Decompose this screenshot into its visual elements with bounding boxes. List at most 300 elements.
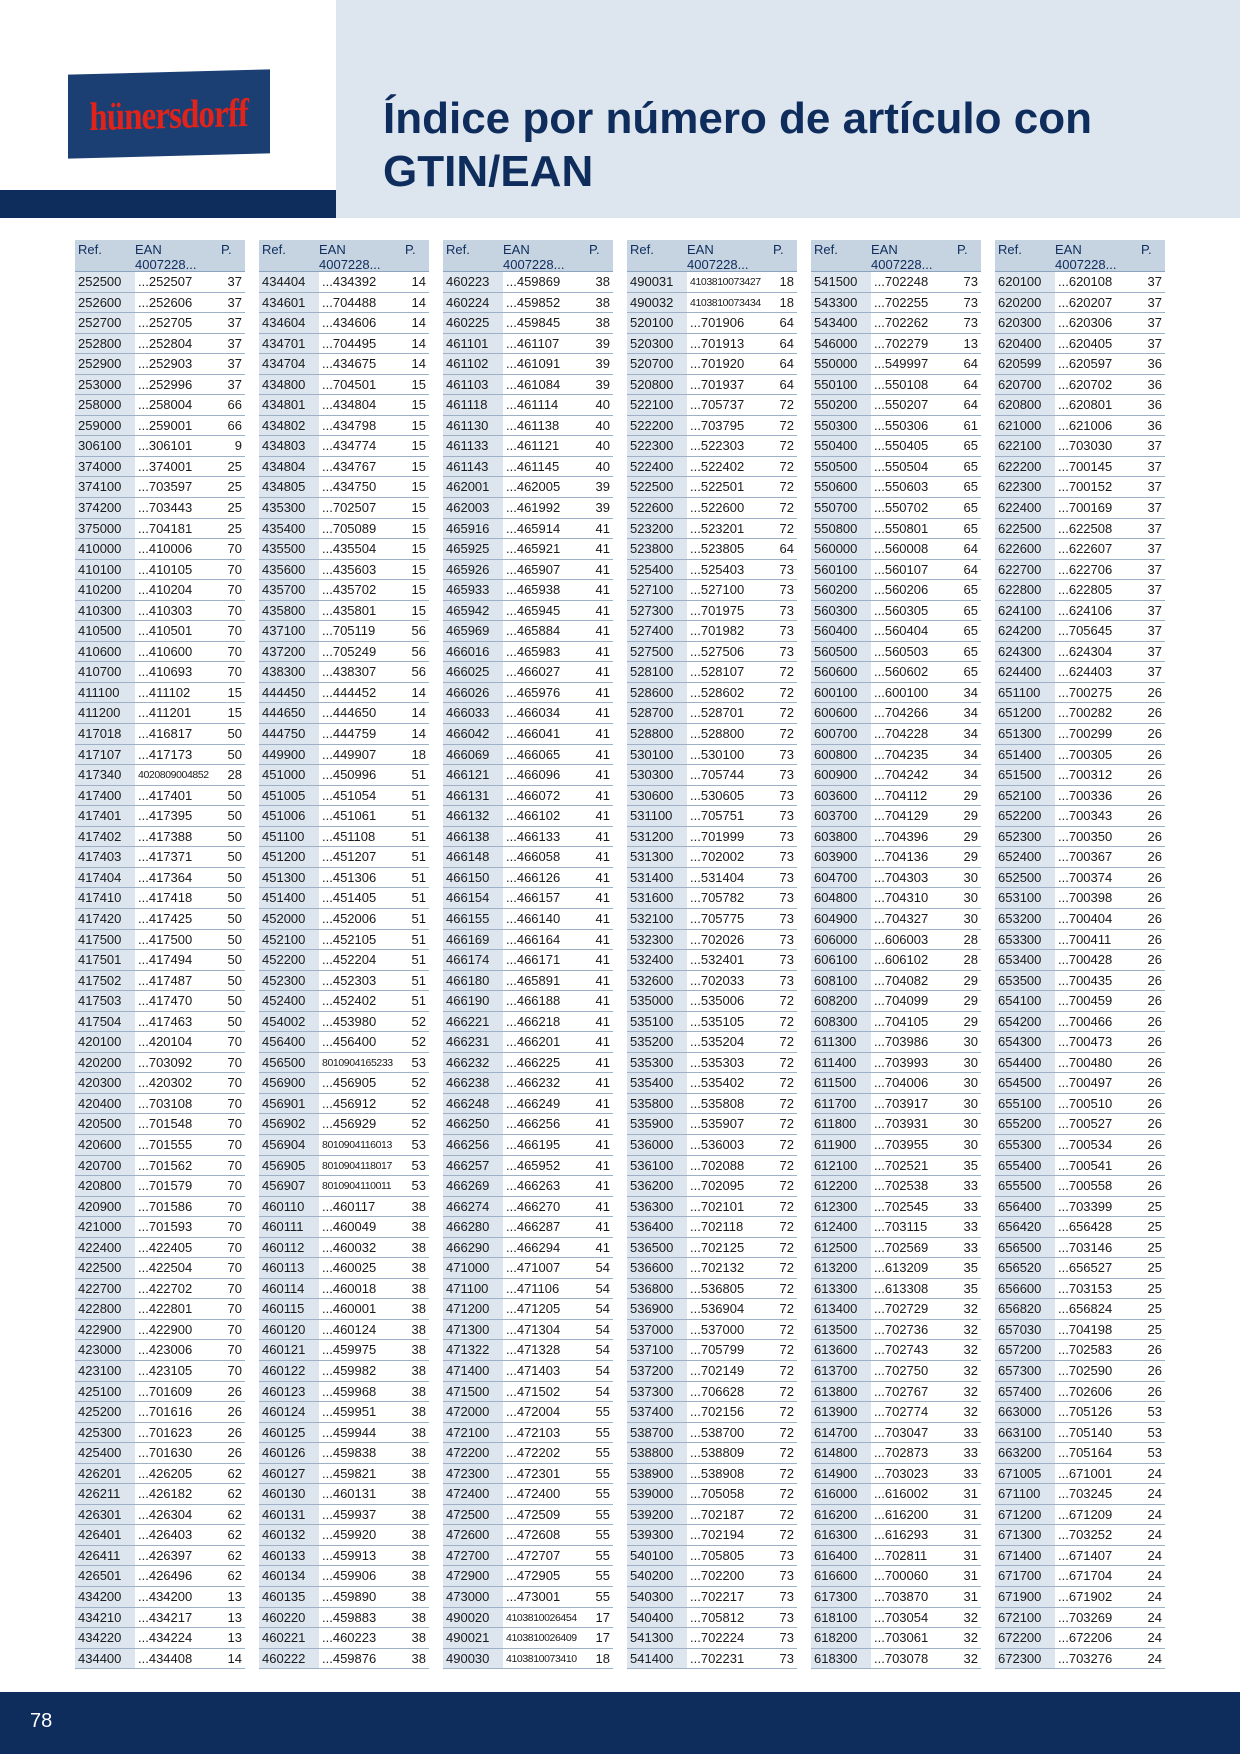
table-header <box>627 240 797 272</box>
page-cell: 72 <box>779 1383 794 1399</box>
ean-cell: ...550504 <box>874 458 929 474</box>
ref-cell: 417400 <box>75 786 135 806</box>
table-row <box>811 909 981 930</box>
table-row <box>627 1566 797 1587</box>
ean-cell: ...252804 <box>138 335 193 351</box>
ean-cell: ...466287 <box>506 1219 561 1235</box>
ean-cell: ...472301 <box>506 1465 561 1481</box>
ean-cell: ...417401 <box>138 787 193 803</box>
ref-cell: 655400 <box>995 1156 1055 1176</box>
table-row <box>443 868 613 889</box>
table-row <box>75 416 245 437</box>
table-row <box>75 930 245 951</box>
page-cell: 55 <box>595 1589 610 1604</box>
ref-cell: 472000 <box>443 1402 503 1422</box>
ref-cell: 530300 <box>627 765 687 785</box>
ean-cell: ...560602 <box>874 664 929 680</box>
table-row <box>811 621 981 642</box>
ref-cell: 663100 <box>995 1423 1055 1443</box>
ref-cell: 466154 <box>443 888 503 908</box>
column-header-page: P. <box>773 242 784 257</box>
page-cell: 70 <box>227 1342 242 1358</box>
column-header-ean <box>1055 242 1141 271</box>
page-cell: 73 <box>779 582 794 598</box>
ean-cell: ...706628 <box>690 1383 745 1399</box>
ean-cell: ...466065 <box>506 746 561 762</box>
ref-cell: 604700 <box>811 868 871 888</box>
ref-cell: 531600 <box>627 888 687 908</box>
ref-cell: 466026 <box>443 683 503 703</box>
column-header-ean-prefix: 4007228... <box>1055 257 1117 272</box>
ean-cell: ...434606 <box>322 315 377 331</box>
ref-cell: 417107 <box>75 745 135 765</box>
table-row <box>259 703 429 724</box>
ean-cell: ...702279 <box>874 335 929 351</box>
ref-cell: 550100 <box>811 375 871 395</box>
ean-cell: ...702217 <box>690 1589 745 1604</box>
ref-cell: 490030 <box>443 1649 503 1669</box>
ean-cell: ...452402 <box>322 993 377 1009</box>
ref-cell: 426201 <box>75 1464 135 1484</box>
ean-cell: ...702743 <box>874 1342 929 1358</box>
ean-cell: ...434392 <box>322 274 377 289</box>
ref-cell: 527400 <box>627 621 687 641</box>
page-cell: 37 <box>1147 294 1162 310</box>
table-row <box>811 519 981 540</box>
table-row <box>995 1546 1165 1567</box>
ref-cell: 410100 <box>75 560 135 580</box>
page-cell: 38 <box>411 1301 426 1317</box>
table-row <box>259 1197 429 1218</box>
ean-cell: ...434675 <box>322 356 377 372</box>
ean-cell: ...671209 <box>1058 1506 1113 1522</box>
ean-cell: ...702583 <box>1058 1342 1113 1358</box>
column-header-ean-prefix: 4007228... <box>503 257 565 272</box>
page-cell: 39 <box>595 335 610 351</box>
page-cell: 25 <box>1147 1301 1162 1317</box>
ean-cell: ...700480 <box>1058 1054 1113 1070</box>
column-header-ref: Ref. <box>998 242 1022 257</box>
ean-cell: ...535105 <box>690 1013 745 1029</box>
ean-cell: ...417463 <box>138 1013 193 1029</box>
ref-cell: 410600 <box>75 642 135 662</box>
ref-cell: 417503 <box>75 991 135 1011</box>
ean-cell: ...466126 <box>506 869 561 885</box>
table-row <box>75 703 245 724</box>
ref-cell: 420400 <box>75 1094 135 1114</box>
ref-cell: 466248 <box>443 1094 503 1114</box>
page-title: Índice por número de artículo con GTIN/EAN <box>383 94 1092 196</box>
ref-cell: 472100 <box>443 1423 503 1443</box>
page-cell: 38 <box>411 1404 426 1420</box>
ref-cell: 520100 <box>627 313 687 333</box>
ref-cell: 671300 <box>995 1525 1055 1545</box>
ref-cell: 671400 <box>995 1546 1055 1566</box>
ean-cell: ...550405 <box>874 438 929 454</box>
table-row <box>811 1608 981 1629</box>
page-cell: 70 <box>227 623 242 639</box>
ean-cell: ...703092 <box>138 1054 193 1070</box>
page-cell: 41 <box>595 910 610 926</box>
ean-cell: ...700459 <box>1058 993 1113 1009</box>
page-cell: 30 <box>963 1054 978 1070</box>
table-row <box>259 1217 429 1238</box>
page-cell: 26 <box>1147 890 1162 906</box>
ean-cell: ...449907 <box>322 746 377 762</box>
ref-cell: 466169 <box>443 930 503 950</box>
ean-cell: ...703252 <box>1058 1527 1113 1543</box>
table-row <box>75 1484 245 1505</box>
page-cell: 70 <box>227 602 242 618</box>
ref-cell: 535200 <box>627 1032 687 1052</box>
ref-cell: 603800 <box>811 827 871 847</box>
ean-cell: ...620108 <box>1058 274 1113 289</box>
table-row <box>443 1382 613 1403</box>
page-cell: 70 <box>227 1136 242 1152</box>
table-row <box>259 539 429 560</box>
table-row <box>627 457 797 478</box>
table-row <box>995 1217 1165 1238</box>
page-cell: 41 <box>595 726 610 742</box>
ref-cell: 538700 <box>627 1423 687 1443</box>
ref-cell: 460121 <box>259 1340 319 1360</box>
ean-cell: ...702200 <box>690 1568 745 1584</box>
table-row <box>259 806 429 827</box>
table-row <box>75 662 245 683</box>
ean-cell: ...530100 <box>690 746 745 762</box>
ref-cell: 616600 <box>811 1566 871 1586</box>
ean-cell: ...535808 <box>690 1095 745 1111</box>
ref-cell: 540300 <box>627 1587 687 1607</box>
page-cell: 26 <box>227 1404 242 1420</box>
ean-cell: ...705751 <box>690 808 745 824</box>
column-header-page: P. <box>1141 242 1152 257</box>
ean-cell: ...435603 <box>322 561 377 577</box>
ref-cell: 622600 <box>995 539 1055 559</box>
ref-cell: 460222 <box>259 1649 319 1669</box>
page-cell: 54 <box>595 1362 610 1378</box>
page-cell: 37 <box>1147 602 1162 618</box>
article-index-tables <box>75 240 1165 1669</box>
ean-cell: ...528107 <box>690 664 745 680</box>
ean-cell: ...701630 <box>138 1445 193 1461</box>
ref-cell: 451005 <box>259 786 319 806</box>
ean-cell: ...426397 <box>138 1547 193 1563</box>
ref-cell: 531100 <box>627 806 687 826</box>
ean-cell: ...426496 <box>138 1568 193 1584</box>
page-cell: 25 <box>1147 1239 1162 1255</box>
ref-cell: 620800 <box>995 395 1055 415</box>
page-cell: 51 <box>411 952 426 968</box>
page-cell: 72 <box>779 1034 794 1050</box>
table-row <box>443 827 613 848</box>
table-row <box>75 1258 245 1279</box>
ean-cell: ...704198 <box>1058 1321 1113 1337</box>
page-cell: 15 <box>227 684 242 700</box>
page-cell: 38 <box>411 1527 426 1543</box>
ref-cell: 437100 <box>259 621 319 641</box>
ref-cell: 437200 <box>259 642 319 662</box>
page-cell: 64 <box>963 397 978 413</box>
ref-cell: 600900 <box>811 765 871 785</box>
ean-cell: ...444650 <box>322 705 377 721</box>
page-cell: 72 <box>779 1280 794 1296</box>
ean-cell: ...700275 <box>1058 684 1113 700</box>
page-cell: 70 <box>227 1178 242 1194</box>
ean-cell: ...531404 <box>690 869 745 885</box>
page-cell: 41 <box>595 520 610 536</box>
table-row <box>259 1587 429 1608</box>
ref-cell: 550800 <box>811 519 871 539</box>
ref-cell: 435600 <box>259 560 319 580</box>
page-cell: 32 <box>963 1630 978 1646</box>
ean-cell: ...417371 <box>138 849 193 865</box>
column-header-ean-label: EAN <box>503 242 530 257</box>
ean-cell: ...435504 <box>322 541 377 557</box>
page-cell: 18 <box>595 1650 610 1666</box>
table-row <box>811 539 981 560</box>
table-row <box>75 1443 245 1464</box>
page-cell: 25 <box>227 520 242 536</box>
ref-cell: 560100 <box>811 560 871 580</box>
ref-cell: 426501 <box>75 1566 135 1586</box>
ref-cell: 520300 <box>627 334 687 354</box>
ref-cell: 456900 <box>259 1073 319 1093</box>
ean-cell: ...466263 <box>506 1178 561 1194</box>
ref-cell: 472200 <box>443 1443 503 1463</box>
page-cell: 72 <box>779 520 794 536</box>
ref-cell: 560600 <box>811 662 871 682</box>
ean-cell: ...459920 <box>322 1527 377 1543</box>
table-row <box>443 1587 613 1608</box>
table-row <box>995 888 1165 909</box>
ref-cell: 466256 <box>443 1135 503 1155</box>
ean-cell: ...536904 <box>690 1301 745 1317</box>
ref-cell: 466025 <box>443 662 503 682</box>
page-cell: 32 <box>963 1650 978 1666</box>
table-row <box>811 868 981 889</box>
page-cell: 72 <box>779 458 794 474</box>
ean-cell: ...624403 <box>1058 664 1113 680</box>
page-cell: 26 <box>1147 726 1162 742</box>
table-row <box>995 1094 1165 1115</box>
ean-cell: ...434217 <box>138 1609 193 1625</box>
column-header-ean-label: EAN <box>687 242 714 257</box>
ean-cell: ...525403 <box>690 561 745 577</box>
column-header-ean-label: EAN <box>319 242 346 257</box>
page-cell: 38 <box>411 1506 426 1522</box>
page-cell: 38 <box>411 1239 426 1255</box>
ean-cell: ...671704 <box>1058 1568 1113 1584</box>
ean-cell: ...417500 <box>138 931 193 947</box>
table-row <box>259 971 429 992</box>
ref-cell: 466148 <box>443 847 503 867</box>
ean-cell: ...620306 <box>1058 315 1113 331</box>
table-row <box>811 1628 981 1649</box>
ref-cell: 306100 <box>75 436 135 456</box>
ref-cell: 417402 <box>75 827 135 847</box>
table-row <box>259 1505 429 1526</box>
table-row <box>75 847 245 868</box>
page-cell: 72 <box>779 397 794 413</box>
page-cell: 36 <box>1147 376 1162 392</box>
table-row <box>75 1053 245 1074</box>
ean-cell: ...422801 <box>138 1301 193 1317</box>
table-row <box>995 786 1165 807</box>
table-row <box>259 1053 429 1074</box>
ref-cell: 444750 <box>259 724 319 744</box>
ref-cell: 411200 <box>75 703 135 723</box>
ean-cell: ...460018 <box>322 1280 377 1296</box>
table-row <box>75 1012 245 1033</box>
ref-cell: 616400 <box>811 1546 871 1566</box>
ean-cell: ...703870 <box>874 1589 929 1604</box>
table-row <box>811 1649 981 1670</box>
ean-cell: ...451108 <box>322 828 376 844</box>
ean-cell: ...410600 <box>138 643 193 659</box>
page-cell: 28 <box>963 931 978 947</box>
page-cell: 65 <box>963 623 978 639</box>
table-row <box>443 580 613 601</box>
ean-cell: ...434750 <box>322 479 377 495</box>
ref-cell: 252900 <box>75 354 135 374</box>
page-cell: 73 <box>779 972 794 988</box>
table-row <box>995 971 1165 992</box>
ref-cell: 435300 <box>259 498 319 518</box>
ean-cell: ...252903 <box>138 356 193 372</box>
ean-cell: ...465884 <box>506 623 561 639</box>
ref-cell: 535900 <box>627 1114 687 1134</box>
ean-cell: ...620597 <box>1058 356 1113 372</box>
ref-cell: 417403 <box>75 847 135 867</box>
ean-cell: ...704136 <box>874 849 929 865</box>
table-row <box>75 1032 245 1053</box>
ref-cell: 538800 <box>627 1443 687 1463</box>
table-row <box>627 930 797 951</box>
ean-cell: ...702095 <box>690 1178 745 1194</box>
table-row <box>443 1032 613 1053</box>
table-row <box>995 683 1165 704</box>
page-cell: 37 <box>227 376 242 392</box>
ref-cell: 490021 <box>443 1628 503 1648</box>
ref-cell: 530100 <box>627 745 687 765</box>
ref-cell: 622300 <box>995 477 1055 497</box>
table-row <box>443 683 613 704</box>
ref-cell: 613300 <box>811 1279 871 1299</box>
page-cell: 24 <box>1147 1506 1162 1522</box>
ean-cell: ...465945 <box>506 602 561 618</box>
ean-cell: ...466249 <box>506 1095 561 1111</box>
table-row <box>259 909 429 930</box>
page-cell: 15 <box>411 520 426 536</box>
table-row <box>75 724 245 745</box>
page-cell: 56 <box>411 623 426 639</box>
table-row <box>443 539 613 560</box>
table-row <box>259 724 429 745</box>
table-row <box>259 395 429 416</box>
ref-cell: 466150 <box>443 868 503 888</box>
ean-cell: ...461091 <box>506 356 561 372</box>
ean-cell: ...459906 <box>322 1568 377 1584</box>
table-row <box>443 1135 613 1156</box>
table-row <box>259 868 429 889</box>
ean-cell: ...702538 <box>874 1178 929 1194</box>
ean-cell: ...700312 <box>1058 767 1113 783</box>
table-row <box>443 1525 613 1546</box>
ref-cell: 550300 <box>811 416 871 436</box>
page-cell: 51 <box>411 931 426 947</box>
table-row <box>811 847 981 868</box>
table-row <box>995 354 1165 375</box>
ref-cell: 460125 <box>259 1423 319 1443</box>
ean-cell: ...535402 <box>690 1075 745 1091</box>
ean-cell: ...700152 <box>1058 479 1113 495</box>
table-row <box>627 1525 797 1546</box>
page-cell: 72 <box>779 417 794 433</box>
page-cell: 15 <box>411 582 426 598</box>
ref-cell: 466190 <box>443 991 503 1011</box>
ref-cell: 622500 <box>995 519 1055 539</box>
page-cell: 24 <box>1147 1547 1162 1563</box>
table-row <box>75 1114 245 1135</box>
ref-cell: 471322 <box>443 1340 503 1360</box>
ean-cell: ...434804 <box>322 397 377 413</box>
ean-cell: ...530605 <box>690 787 745 803</box>
table-row <box>259 272 429 293</box>
ref-cell: 522400 <box>627 457 687 477</box>
table-row <box>627 1484 797 1505</box>
ean-cell: 8010904116013 <box>322 1138 392 1151</box>
table-row <box>811 1423 981 1444</box>
page-cell: 26 <box>1147 1342 1162 1358</box>
page-cell: 72 <box>779 438 794 454</box>
table-row <box>443 703 613 724</box>
ref-cell: 451000 <box>259 765 319 785</box>
page-cell: 28 <box>963 952 978 968</box>
page-cell: 37 <box>1147 643 1162 659</box>
table-row <box>443 888 613 909</box>
table-row <box>995 1114 1165 1135</box>
table-row <box>443 1505 613 1526</box>
table-row <box>995 395 1165 416</box>
page-cell: 40 <box>595 417 610 433</box>
table-row <box>811 1012 981 1033</box>
page-cell: 64 <box>779 315 794 331</box>
page-cell: 55 <box>595 1404 610 1420</box>
ref-cell: 425100 <box>75 1382 135 1402</box>
ref-cell: 417410 <box>75 888 135 908</box>
ean-cell: ...459968 <box>322 1383 377 1399</box>
ref-cell: 438300 <box>259 662 319 682</box>
table-row <box>443 334 613 355</box>
table-row <box>259 293 429 314</box>
page-cell: 70 <box>227 582 242 598</box>
ean-cell: ...700404 <box>1058 910 1113 926</box>
ean-cell: ...702590 <box>1058 1362 1113 1378</box>
table-row <box>811 724 981 745</box>
table-row <box>627 621 797 642</box>
page-cell: 73 <box>779 602 794 618</box>
table-row <box>75 560 245 581</box>
index-table <box>811 240 981 1669</box>
ref-cell: 422500 <box>75 1258 135 1278</box>
ean-cell: ...704242 <box>874 767 929 783</box>
ref-cell: 460124 <box>259 1402 319 1422</box>
ean-cell: ...535204 <box>690 1034 745 1050</box>
table-header <box>259 240 429 272</box>
table-row <box>75 519 245 540</box>
table-row <box>627 1361 797 1382</box>
